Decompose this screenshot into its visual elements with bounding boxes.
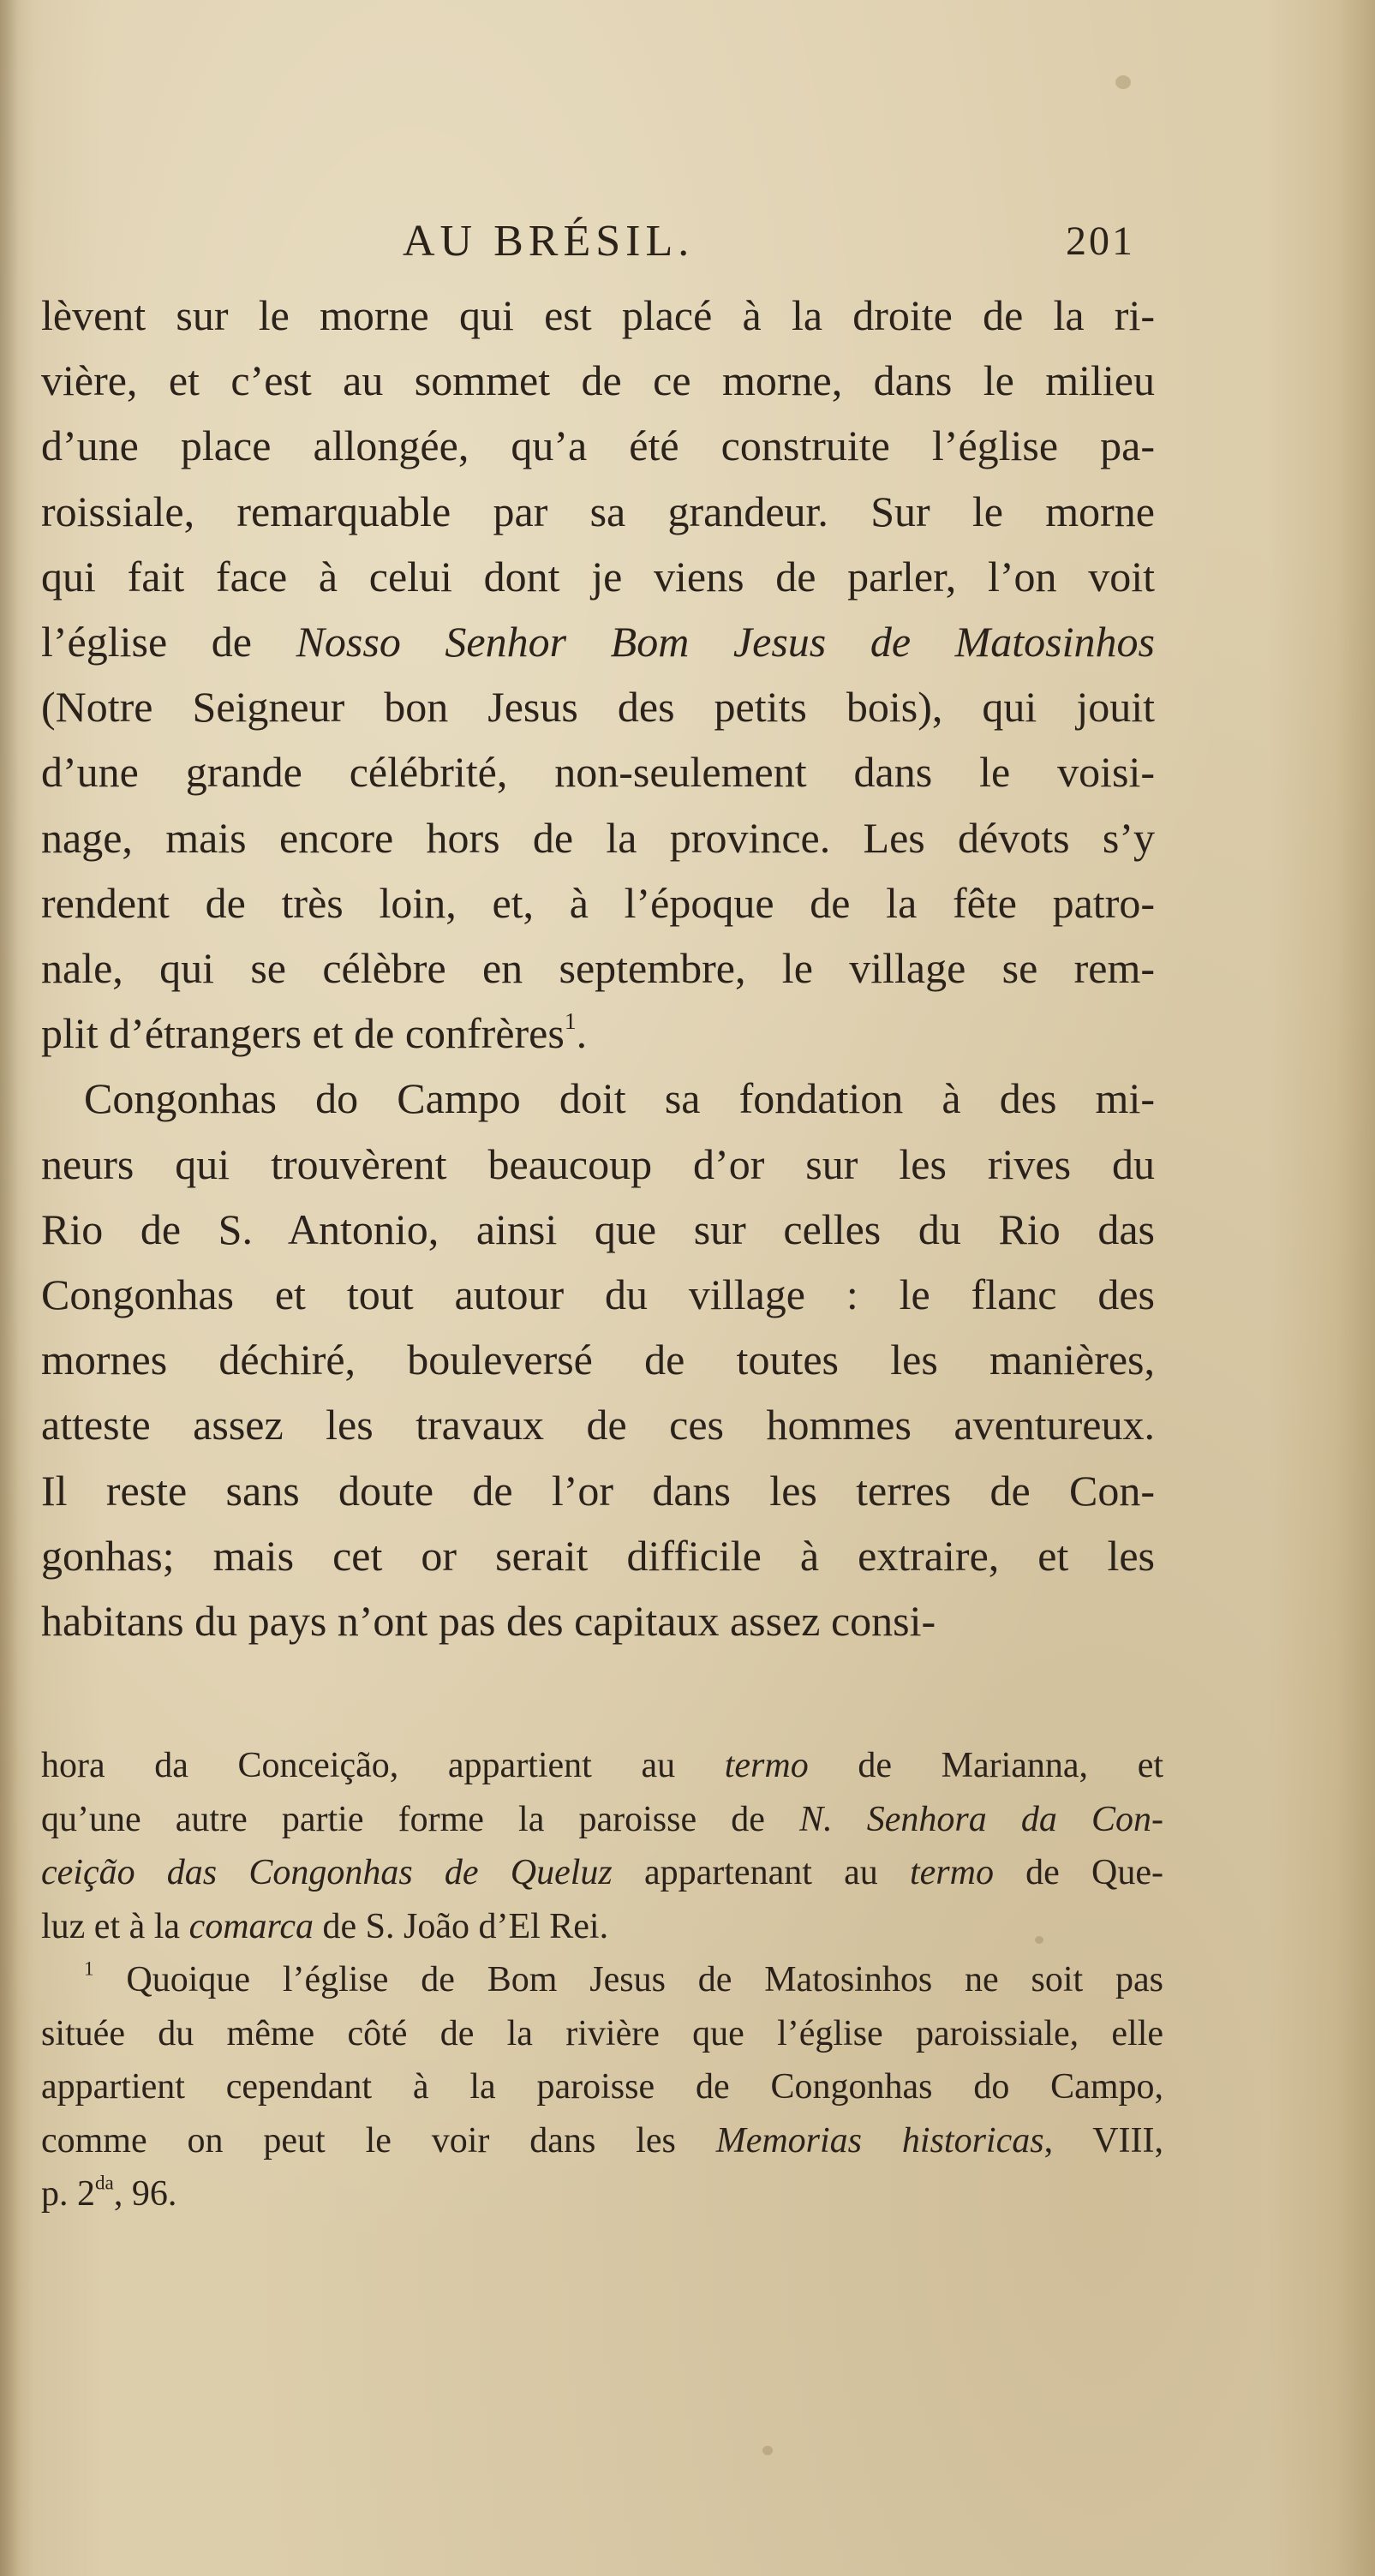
text-line <box>41 1327 1155 1392</box>
text-line <box>41 805 1155 870</box>
italic-text: termo <box>724 1746 809 1785</box>
text-line <box>41 1392 1155 1457</box>
text-line <box>41 609 1155 674</box>
running-head <box>0 216 1375 276</box>
text-segment: qui fait face à celui dont je viens de parler, l’on voit <box>41 552 1155 601</box>
text-line <box>41 348 1155 413</box>
text-line <box>41 870 1155 935</box>
text-segment: vière, et c’est au sommet de ce morne, dans le milieu <box>41 356 1155 405</box>
text-line <box>41 1523 1155 1588</box>
text-segment: (Notre Seigneur bon Jesus des petits bois), qui jouit <box>41 683 1155 732</box>
text-segment: lèvent sur le morne qui est placé à la droite de la ri- <box>41 291 1155 339</box>
page-gutter-shadow <box>0 0 19 2576</box>
text-segment: Congonhas do Campo doit sa fondation à des mi- <box>84 1074 1155 1123</box>
text-line <box>41 935 1155 1001</box>
text-line <box>41 1132 1155 1197</box>
text-segment: qu’une autre partie forme la paroisse de <box>41 1799 800 1839</box>
italic-text: termo <box>909 1853 994 1892</box>
italic-text: Nosso Senhor Bom Jesus de Matosinhos <box>296 618 1155 666</box>
text-segment: rendent de très loin, et, à l’époque de la fête patro- <box>41 878 1155 927</box>
footnote-line <box>41 1793 1163 1847</box>
text-segment: atteste assez les travaux de ces hommes aventureux. <box>41 1401 1155 1449</box>
italic-text: Memorias historicas <box>715 2120 1044 2161</box>
italic-text: comarca <box>188 1906 314 1946</box>
footnote-line <box>41 1900 1163 1954</box>
text-line <box>41 283 1155 348</box>
footnote-marker: 1 <box>84 1957 94 1980</box>
text-line <box>41 1197 1155 1262</box>
text-segment: de Marianna, et <box>808 1746 1163 1785</box>
text-segment: Il reste sans doute de l’or dans les terres de Con- <box>41 1466 1155 1515</box>
text-segment: de S. João d’El Rei. <box>313 1906 609 1946</box>
text-segment: . <box>576 1009 588 1058</box>
text-segment: hora da Conceição, appartient au <box>41 1746 725 1785</box>
italic-text: N. Senhora da Con- <box>799 1799 1163 1839</box>
text-segment: Rio de S. Antonio, ainsi que sur celles du Rio das <box>41 1204 1155 1253</box>
text-line <box>41 674 1155 739</box>
text-segment: , 96. <box>113 2174 177 2214</box>
footnote-line <box>41 1846 1163 1900</box>
text-segment: nale, qui se célèbre en septembre, le village se rem- <box>41 944 1155 993</box>
text-segment: appartenant au <box>612 1853 910 1892</box>
footnote-marker: 1 <box>564 1007 577 1035</box>
footnote-line <box>41 1953 1163 2007</box>
text-segment: neurs qui trouvèrent beaucoup d’or sur les rives du <box>41 1139 1155 1188</box>
footnote-line <box>41 2114 1163 2168</box>
foxing-spot <box>1035 1936 1043 1944</box>
page-number: 201 <box>1066 218 1135 264</box>
footnote-line <box>41 1739 1163 1793</box>
text-segment: Congonhas et tout autour du village : le flanc des <box>41 1270 1155 1319</box>
text-segment: Quoique l’église de Bom Jesus de Matosinhos ne soit pas <box>93 1960 1163 1999</box>
footnotes <box>41 1739 1163 2221</box>
footnote-line <box>41 2060 1163 2114</box>
text-segment: mornes déchiré, bouleversé de toutes les manières, <box>41 1336 1155 1384</box>
text-segment: gonhas; mais cet or serait difficile à extraire, et les <box>41 1531 1155 1580</box>
foxing-spot <box>1115 75 1131 89</box>
text-segment: plit d’étrangers et de confrères <box>41 1009 565 1058</box>
text-line <box>41 1001 1155 1066</box>
text-segment: d’une place allongée, qu’a été construite l’église pa- <box>41 421 1155 470</box>
text-segment: comme on peut le voir dans les <box>41 2120 716 2161</box>
text-line <box>41 1588 1155 1653</box>
text-line <box>41 1262 1155 1327</box>
main-text <box>41 283 1155 1653</box>
italic-text: ceição das Congonhas de Queluz <box>41 1853 613 1892</box>
foxing-spot <box>762 2446 773 2455</box>
text-segment: d’une grande célébrité, non-seulement dans le voisi- <box>41 748 1155 797</box>
text-segment: située du même côté de la rivière que l’église paroissiale, elle <box>41 2013 1163 2053</box>
text-line <box>41 544 1155 609</box>
text-segment: nage, mais encore hors de la province. Les dévots s’y <box>41 813 1155 862</box>
text-line <box>41 1066 1155 1131</box>
text-segment: appartient cependant à la paroisse de Congonhas do Campo, <box>41 2067 1163 2107</box>
text-line <box>41 479 1155 544</box>
text-segment: luz et à la <box>41 1906 189 1946</box>
footnote-line <box>41 2007 1163 2061</box>
text-segment: l’église de <box>41 618 296 666</box>
text-segment: de Que- <box>993 1853 1163 1892</box>
text-segment: roissiale, remarquable par sa grandeur. Sur le morne <box>41 487 1155 535</box>
text-segment: habitans du pays n’ont pas des capitaux assez consi- <box>41 1597 936 1646</box>
text-line <box>41 413 1155 478</box>
text-line <box>41 1458 1155 1523</box>
footnote-line <box>41 2167 1163 2221</box>
footnote-marker: da <box>95 2171 114 2194</box>
text-segment: p. 2 <box>41 2174 95 2214</box>
text-line <box>41 739 1155 804</box>
text-segment: , VIII, <box>1043 2120 1164 2161</box>
running-title: AU BRÉSIL. <box>403 217 695 266</box>
